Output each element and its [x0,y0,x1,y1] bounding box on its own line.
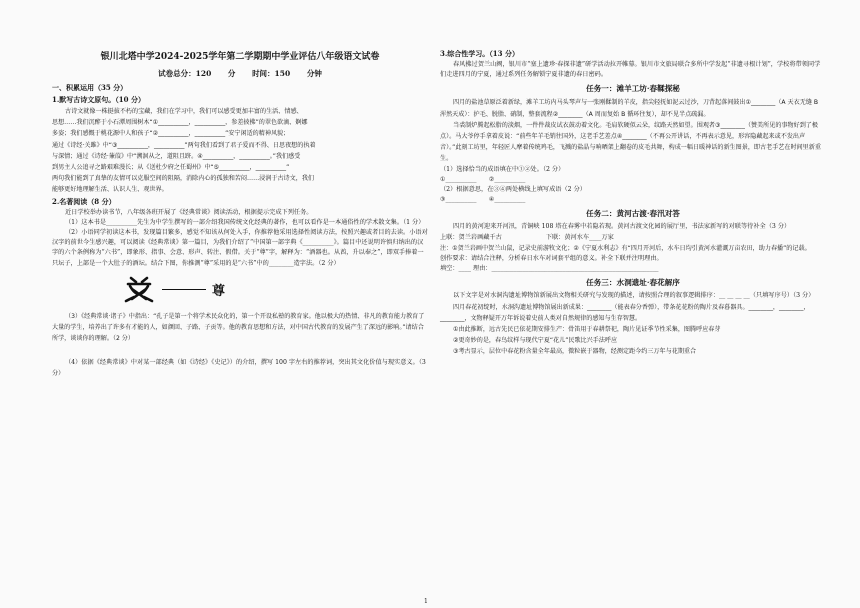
task3-item: ①由此推断，远古先民已依花期安排生产：骨笛用于春耕祭祀，陶片见证季节性采集，图腾呼应春芽 [453,326,721,334]
q1-line: 古诗文就像一株挺拔不朽的宝藏，我们在学习中，我们可以感受更加丰富的生活、情感、 [65,108,303,115]
q1-line: 通过《诗经·关雎》中“③__________，__________”两句我们看到了君子爱而不得、日思夜想的执着 [52,141,316,149]
page-number: 1 [424,598,428,605]
exam-time: 时间：150 分钟 [252,69,322,78]
q1-title: 1.默写古诗文原句。（10 分） [52,95,145,104]
task1-answer1: ①__________ ②__________ [440,175,526,183]
left-column [52,82,428,379]
task1-paragraph: 当裘制炉腾起松脂的淡烟，一件件裁皮试衣鼓动着文化。毛肩软硬似云朵，纹路天然如望。围观者③________（赞美所见的事物好到了极点）。马大爷停手拿着皮说：“前些年羊毛销往国外，这老手艺差点④________（不再公开讲话，不再表示意见，形容隐藏起来或不发出声音）。”此刻工坊里，年轻匠人摩着传统鸡毛，飞溅的盐晶与响晒架上翻卷的皮毛共舞，构成一幅日暖神话的新生图景，即古老手艺在时间里新重生。 [440,121,821,163]
q2-part1: （1）这本书是__________先生为中学生撰写的一部介绍我国传统文化经典的著作，也可以看作是一本通俗性的学术散文集。（1 分） [65,218,425,226]
couplet-note: 注：①贺兰岩画中贺兰山鼠，记录史前游牧文化；②《宁夏水利志》有“四月开河后，水车日均引黄河水灌溉万亩农田，助力春播”的记载。 [440,244,811,252]
q1-line: 多姿；我们感慨于桃花源中人和孩子“②__________，__________”安宁闲适的精神风貌； [52,130,290,138]
task1-heading: 任务一：滩羊工坊·春鞣探秘 [586,84,680,94]
right-column [440,48,826,358]
q1-line: 思想……我们沉醉于小石潭周围树木“①__________，__________，参差披拂”的翠色欲滴、婀娜 [52,119,308,127]
task1-question1: （1）选择恰当的成语填在中①②处。（2 分） [440,165,565,173]
q2-title: 2.名著阅读（8 分） [52,196,116,206]
couplet-row [440,233,826,243]
zun-character: 尊 [212,284,226,300]
q1-line: 两句我们能到了真挚的友情可以克服空间的阻隔，消除内心的孤独和苦闷……浸润于古诗文，我们 [52,175,315,183]
fill-answer-line: 填空：____ 理由：______________________________________________________ [440,265,659,273]
q2-part2: （2）小语同学初读这本书，发现篇目繁多，感觉不知该从何处入手，你推荐他采用选择性阅读方法，按照兴趣或者目的去读。小语对汉字的前世今生感兴趣，可以阅读《经典常谈》第一篇目，为我们介绍了“中国第一部字典《__________》。篇目中还说明许慎归纳出的汉字的六个条例称为“六书”，即象形、指事、会意、形声、转注、假借。关于“尊”字，解释为：“酒器也。从酋，升以奉之”，即双手捧着一只坛子，上部是一个大肚子的酒坛。结合下图，你推测“尊”采用的是“六书”中的________造字法。（2 分） [52,229,428,267]
exam-meta [52,68,428,79]
couplet-lower: 下联：黄河水车____万家 [545,233,614,241]
q2-part4: （4）依据《经典常谈》中对某一部经典（如《诗经》《史记》）的介绍，撰写 100 字左右的推荐词，突出其文化价值与现实意义。（3 分） [52,359,426,377]
q2-intro: 近日学校举办读书节，八年级各班开展了《经典常谈》阅读活动，根据提示完成下列任务。 [65,208,313,216]
exam-title: 银川北塔中学2024-2025学年第二学期期中学业评估八年级语文试卷 [100,52,380,62]
task1-question2: （2）根据意思，在③④两处横线上填写成语（2 分） [440,186,586,194]
task3-paragraph: 以下文字是对水洞沟遗址博物馆新展出文物相关研究与发现的描述，请按照合理的叙事逻辑排序：__ __ __ __（只填写序号）（3 分） [453,292,815,300]
glyph-dash [162,289,206,290]
q3-intro: 春风拂过贺兰山阙，银川市“塞上遗珍·春探非遗”研学活动拉开帷幕。银川市文旅局联合多所中学发起“非遗寻根计划”，学校将带领同学们走进四月的宁夏，通过系列任务解锁宁夏非遗的春日密码。 [440,61,821,79]
task2-paragraph: 四月的黄河迎来开河汛，青铜峡 108 塔在春雾中若隐若现。黄河古渡文化园的展厅里，书法家新写的对联等待补全（3 分） [453,223,791,231]
task1-paragraph: 四月的盐池草原泛着新绿，滩羊工坊内马头琴声与一张刚鞣制的羊皮，指尖轻抚如泥云过沙，刀背起落间鼓出①________（A 天衣无缝 B 浑然天成）：护毛、脱脂、硝制，整套流程②________（A 周而复始 B 循环往复），却不见半点疏漏。 [440,99,819,118]
task3-item: ③考古显示，层位中春花粉含量全年最高，微粒嵌于器物，经测定距今约三万年与花期重合 [453,348,697,356]
ancient-zun-glyph-icon [122,275,156,305]
task1-answer2: ③__________ ④__________ [440,196,526,204]
task3-item: ②更奇妙的是，春鸟纹样与现代宁夏“花儿”民歌比兴手法呼应 [453,337,618,345]
q2-part3: （3）《经典常谈·诸子》中指出：“孔子是第一个将学术民众化的，第一个开设私塾的教育家。他以极大的热情、非凡的教育能力教育了大量的学生，培养出了许多有才能的人，如颜回、子路、子贡等。他的教育思想和方法，对中国古代教育的发展产生了深远的影响。”请结合所学，谈谈你的理解。（2 分） [52,312,425,343]
creation-requirement: 创作要求：请结合注释，分析春日水车对词套平组的意义。补全下联并注明理由。 [440,255,663,263]
section-1-heading: 一、积累运用（35 分） [52,83,128,92]
couplet-upper: 上联：贺兰岩画藏千古 [440,233,502,241]
q3-title: 3.综合性学习。（13 分） [440,49,519,58]
total-score: 试卷总分：120 分 [158,69,236,78]
q1-line: 到男主人公追寻之路艰难漫长；从《送杜少府之任蜀州》中“⑤__________，__________” [52,164,290,172]
q1-line: 能够更好地理解生活、认识人生、观世界。 [52,186,168,194]
task3-heading: 任务三：水洞遗址·春花解序 [586,278,680,288]
task3-paragraph: 四月春花初绽时，水洞沟遗址博物馆展出新成果：________（能表春分香弹），带条花花粉的陶片及春暮器具。________，________，________，文物释疑开万年诉说着史前人类对自然规律的感知与生存智慧。 [440,303,810,322]
q1-line: 与深情；通过《诗经·蒹葭》中“溯洄从之，道阻且跻。④__________，__________。”我们感受 [52,152,301,160]
task2-heading: 任务二：黄河古渡·春汛对答 [586,209,680,219]
zun-glyph-figure [122,273,428,307]
